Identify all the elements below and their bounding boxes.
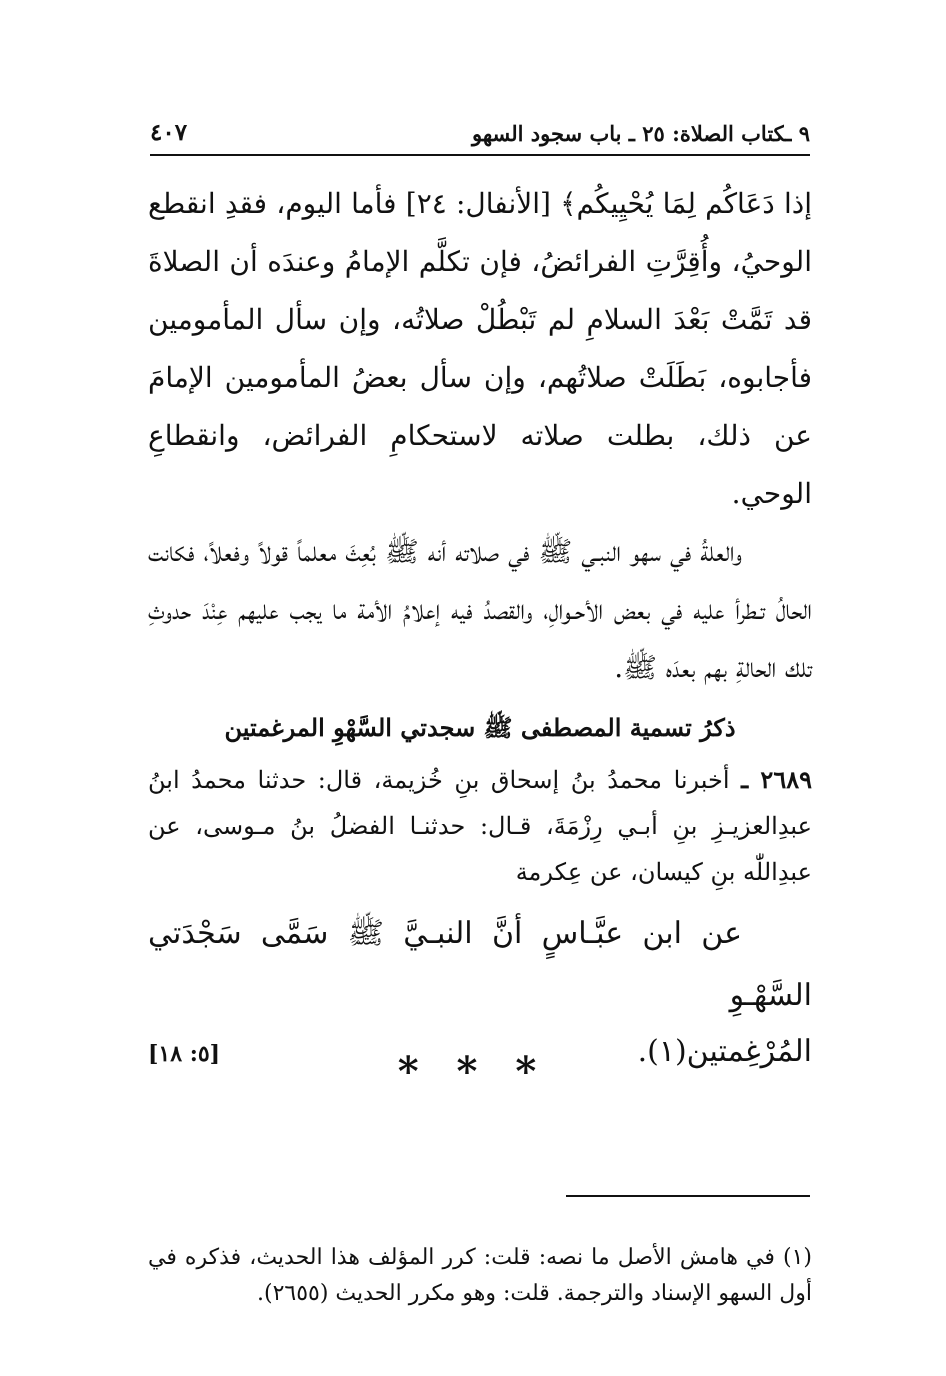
hadith-matn: عن ابن عبَّـاسٍ أنَّ النبـيَّ ﷺ سَمَّى سَجْدَتي السَّهْـوِ	[148, 916, 812, 1013]
chapter-title: ٩ ـكتاب الصلاة: ٢٥ ـ باب سجود السهو	[471, 121, 810, 146]
header-rule	[150, 154, 810, 156]
footnote: (١) في هامش الأصل ما نصه: قلت: كرر المؤلف هذا الحديث، فذكره في أول السهو الإسناد والترجمة. قلت: وهو مكرر الحديث (٢٦٥٥).	[148, 1245, 812, 1306]
paragraph-1: إذا دَعَاكُم لِمَا يُحْيِيكُم﴾ [الأنفال: ٢٤] فأما اليوم، فقدِ انقطع الوحيُ، وأُقِرَّتِ الفرائضُ، فإن تكلَّم الإمامُ وعندَه أن الصلاةَ قد تَمَّتْ بَعْدَ السلامِ لم تَبْطُلْ صلاتُه، وإن سأل المأمومين فأجابوه، بَطَلَتْ صلاتُهم، وإن سأل بعضُ المأمومين الإمامَ عن ذلك، بطلت صلاته لاستحكامِ الفرائض، وانقطاعِ الوحي.	[148, 187, 812, 510]
page-number: ٤٠٧	[150, 119, 188, 146]
hadith-number: ٢٦٨٩ ـ	[741, 765, 812, 794]
hadith-isnad	[148, 757, 812, 895]
hadith-matn-end: المُرْغِمتين(١).	[637, 1034, 812, 1069]
paragraph-2: والعلةُ في سهو النبـي ﷺ في صلاته أنه ﷺ بُعِثَ معلماً قولاً وفعلاً، فكانت الحالُ تـطرأ عليه في بعض الأحـوالِ، والقصدُ فيه إعلامُ الأمة ما يجب عليهم عِنْدَ حدوثِ تلك الحالةِ بهم بعدَه ﷺ.	[148, 535, 812, 684]
footnote-rule	[566, 1195, 810, 1197]
hadith-reference: [٥: ١٨]	[148, 1041, 221, 1067]
main-text	[148, 175, 812, 1079]
section-separator: * * *	[397, 1048, 549, 1095]
hadith-isnad-text: أخبرنا محمدُ بنُ إسحاق بنِ خُزيمة، قال: حدثنا محمدُ ابنُ عبدِالعزيـزِ بنِ أبـي رِزْمَةَ، قـال: حدثنـا الفضلُ بنُ مـوسى، عن عبدِاللّٰه بنِ كيسان، عن عِكرمة	[148, 766, 812, 886]
running-header	[150, 112, 810, 146]
section-heading: ذكرُ تسمية المصطفى ﷺ سجدتي السَّهْوِ المرغمتين	[224, 713, 736, 742]
